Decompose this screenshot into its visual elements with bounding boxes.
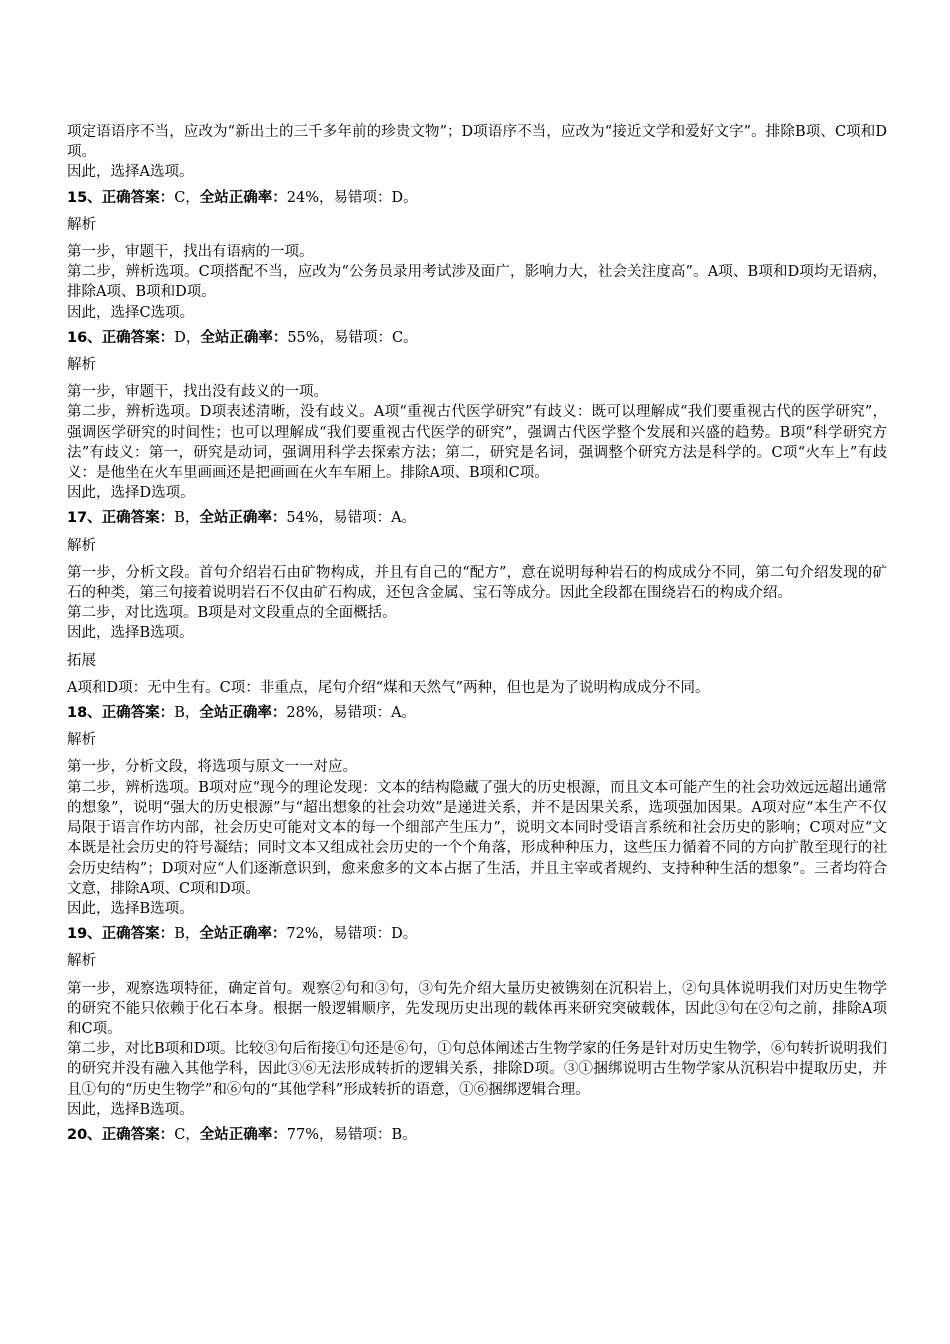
section-label: 解析 — [67, 537, 96, 554]
question-number: 20、 — [67, 1126, 102, 1143]
answer-line — [67, 924, 887, 944]
answer-label: 正确答案： — [101, 705, 175, 722]
accuracy-label: 全站正确率： — [199, 926, 287, 943]
paragraph: A项和D项：无中生有。C项：非重点，尾句介绍“煤和天然气”两种，但也是为了说明构成成分不同。 — [67, 679, 710, 696]
paragraph: 因此，选择A选项。 — [67, 164, 194, 181]
question-number: 18、 — [67, 705, 102, 722]
section-label: 解析 — [67, 732, 96, 749]
paragraph: 因此，选择D选项。 — [67, 485, 195, 502]
paragraph: 第二步，辨析选项。D项表述清晰，没有歧义。A项“重视古代医学研究”有歧义：既可以理解成“我们要重视古代的医学研究”，强调医学研究的时间性；也可以理解成“我们要重视古代医学的研究”，强调古代医学整个发展和兴盛的趋势。B项“科学研究方法”有歧义：第一，研究是动词，强调用科学去探索方法；第二，研究是名词，强调整个研究方法是科学的。C项“火车上”有歧义：是他坐在火车里画画还是把画画在火车车厢上。排除A项、B项和C项。 — [67, 404, 887, 482]
paragraph: 第二步，对比B项和D项。比较③句后衔接①句还是⑥句，①句总体阐述古生物学家的任务是针对历史生物学，⑥句转折说明我们的研究并没有融入其他学科，因此③⑥无法形成转折的逻辑关系，排除D项。③①捆绑说明古生物学家从沉积岩中提取历史，并且①句的“历史生物学”和⑥句的“其他学科”形成转折的语意，①⑥捆绑逻辑合理。 — [67, 1041, 887, 1098]
accuracy-label: 全站正确率： — [199, 189, 287, 206]
paragraph: 第二步，对比选项。B项是对文段重点的全面概括。 — [67, 605, 397, 622]
answer-value: D， — [174, 329, 201, 346]
answer-line — [67, 328, 887, 348]
paragraph: 第二步，辨析选项。C项搭配不当，应改为“公务员录用考试涉及面广，影响力大，社会关注度高”。A项、B项和D项均无语病，排除A项、B项和D项。 — [67, 264, 887, 301]
section-label: 解析 — [67, 953, 96, 970]
answer-value: C， — [174, 1126, 200, 1143]
paragraph: 第二步，辨析选项。B项对应“现今的理论发现：文本的结构隐藏了强大的历史根源，而且文本可能产生的社会功效远远超出通常的想象”，说明“强大的历史根源”与“超出想象的社会功效”是递进关系，并不是因果关系，选项强加因果。A项对应“本生产不仅局限于语言作坊内部，社会历史可能对文本的每一个细部产生压力”，说明文本同时受语言系统和社会历史的影响；C项对应“文本既是社会历史的符号凝结；同时文本又组成社会历史的一个个角落，形成种种压力，这些压力循着不同的方向扩散至现行的社会历史结构”；D项对应“人们逐渐意识到，愈来愈多的文本占据了生活，并且主宰或者规约、支持种种生活的想象”。三者均符合文意，排除A项、C项和D项。 — [67, 779, 887, 897]
answer-value: B， — [174, 705, 200, 722]
section-label: 解析 — [67, 357, 96, 374]
accuracy-value: 28%，易错项：A。 — [286, 705, 417, 722]
answer-line — [67, 703, 887, 723]
paragraph: 第一步，审题干，找出没有歧义的一项。 — [67, 384, 328, 401]
answer-line — [67, 1125, 887, 1145]
accuracy-value: 24%，易错项：D。 — [286, 189, 418, 206]
answer-label: 正确答案： — [101, 189, 175, 206]
question-number: 17、 — [67, 510, 102, 527]
section-label: 拓展 — [67, 652, 96, 669]
answer-line — [67, 188, 887, 208]
accuracy-label: 全站正确率： — [200, 329, 288, 346]
answer-label: 正确答案： — [101, 1126, 175, 1143]
paragraph: 第一步，分析文段，将选项与原文一一对应。 — [67, 759, 357, 776]
paragraph: 第一步，分析文段。首句介绍岩石由矿物构成，并且有自己的“配方”，意在说明每种岩石的构成成分不同，第二句介绍发现的矿石的种类，第三句接着说明岩石不仅由矿石构成，还包含金属、宝石等成分。因此全段都在围绕岩石的构成介绍。 — [67, 564, 887, 602]
paragraph: 项定语语序不当，应改为“新出土的三千多年前的珍贵文物”；D项语序不当，应改为“接近文学和爱好文字”。排除B项、C项和D项。 — [67, 124, 887, 161]
accuracy-value: 72%，易错项：D。 — [286, 926, 418, 943]
question-number: 15、 — [67, 189, 102, 206]
section-label: 解析 — [67, 216, 96, 233]
accuracy-value: 55%，易错项：C。 — [287, 329, 418, 346]
paragraph: 第一步，审题干，找出有语病的一项。 — [67, 244, 314, 261]
document-page — [67, 122, 887, 1147]
paragraph: 因此，选择B选项。 — [67, 625, 194, 642]
paragraph: 因此，选择C选项。 — [67, 304, 195, 321]
accuracy-label: 全站正确率： — [199, 705, 287, 722]
accuracy-label: 全站正确率： — [199, 510, 287, 527]
answer-line — [67, 508, 887, 528]
question-number: 19、 — [67, 926, 102, 943]
answer-label: 正确答案： — [101, 926, 175, 943]
answer-value: B， — [174, 510, 200, 527]
answer-value: B， — [174, 926, 200, 943]
paragraph: 因此，选择B选项。 — [67, 1101, 194, 1118]
accuracy-value: 77%，易错项：B。 — [286, 1126, 417, 1143]
accuracy-label: 全站正确率： — [199, 1126, 287, 1143]
accuracy-value: 54%，易错项：A。 — [286, 510, 417, 527]
answer-value: C， — [174, 189, 200, 206]
paragraph: 第一步，观察选项特征，确定首句。观察②句和③句，③句先介绍大量历史被镌刻在沉积岩上，②句具体说明我们对历史生物学的研究不能只依赖于化石本身。根据一般逻辑顺序，先发现历史出现的载体再来研究突破载体，因此③句在②句之前，排除A项和C项。 — [67, 980, 887, 1037]
question-number: 16、 — [67, 329, 102, 346]
answer-label: 正确答案： — [101, 329, 175, 346]
answer-label: 正确答案： — [101, 510, 175, 527]
paragraph: 因此，选择B选项。 — [67, 900, 194, 917]
